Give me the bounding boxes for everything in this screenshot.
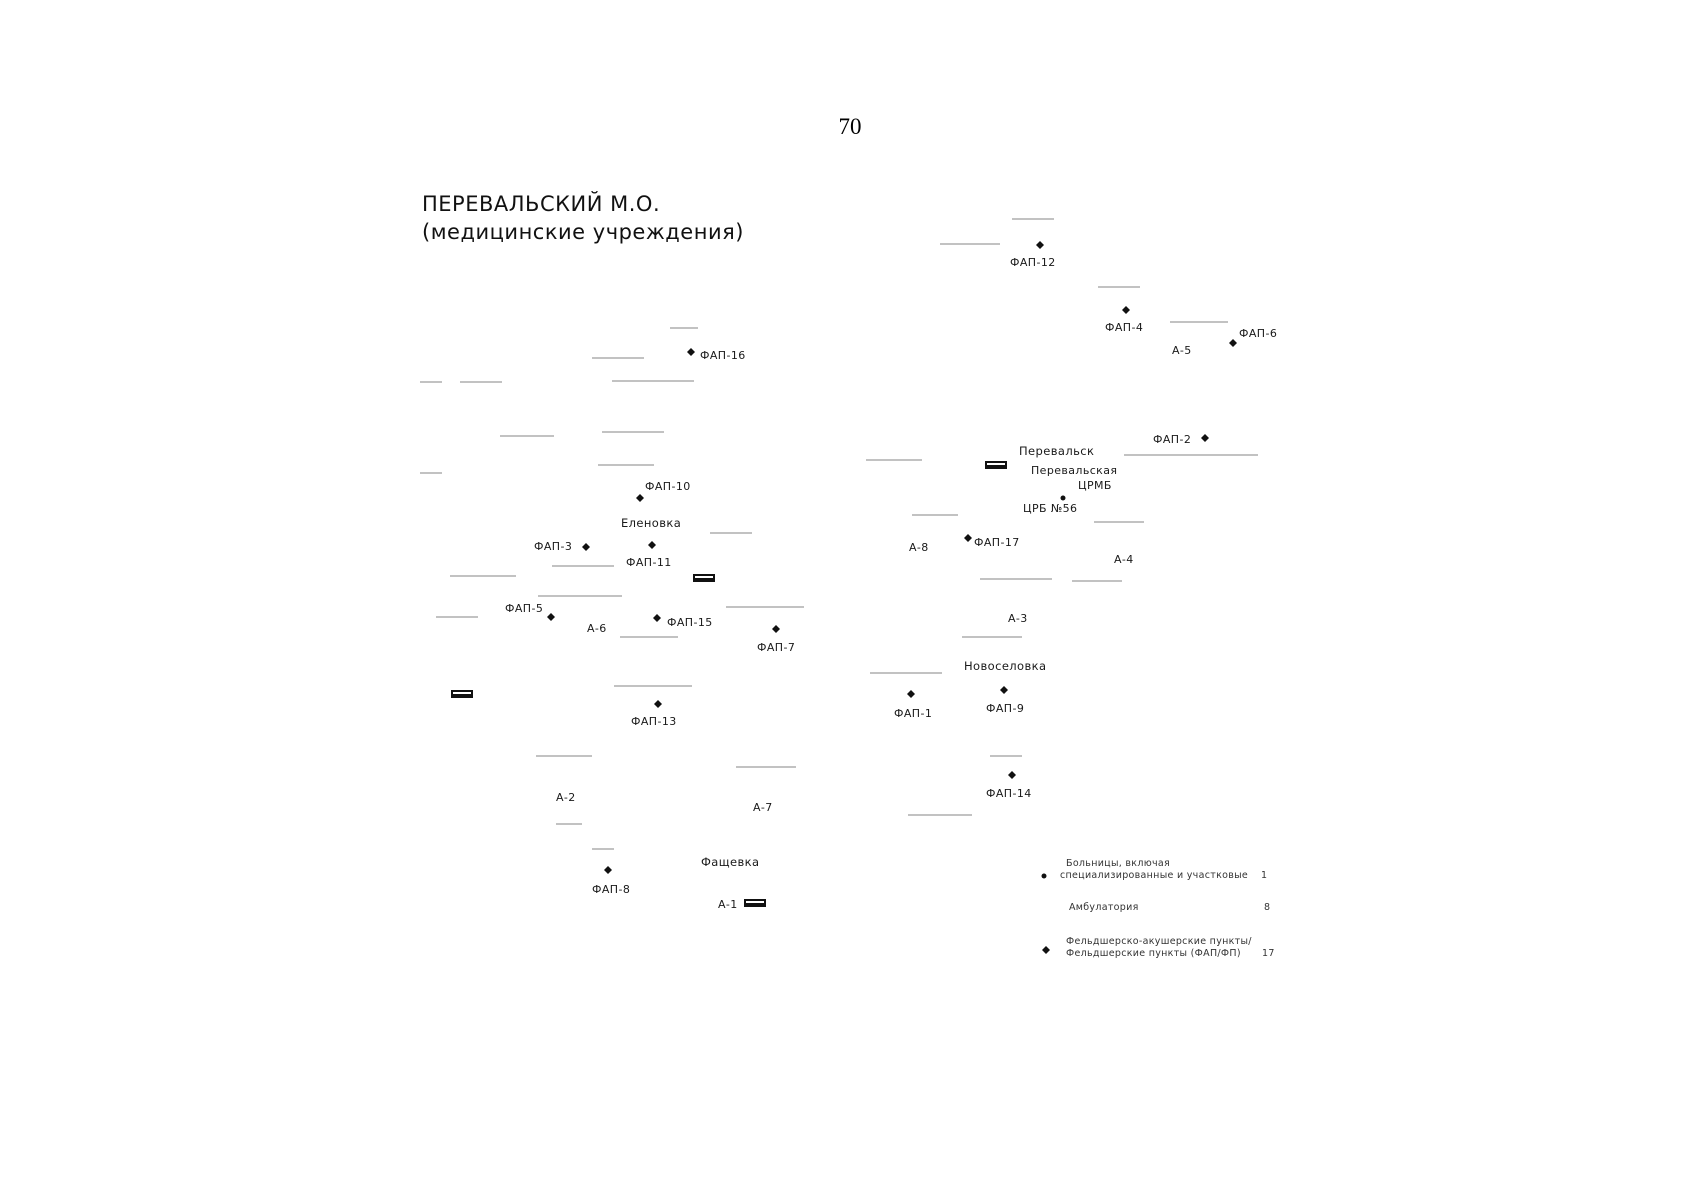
ambulatory-marker bbox=[695, 576, 713, 578]
faint-settlements-layer bbox=[420, 218, 1258, 850]
fap-marker bbox=[1122, 306, 1130, 314]
page-number: 70 bbox=[838, 114, 862, 139]
label-a-1: А-1 bbox=[718, 898, 738, 911]
legend-fap-count: 17 bbox=[1262, 948, 1275, 959]
fap-marker bbox=[636, 494, 644, 502]
ambulatory-marker bbox=[746, 901, 764, 903]
fap-labels bbox=[505, 256, 1277, 896]
label-crb56: ЦРБ №56 bbox=[1023, 502, 1078, 515]
fap-marker bbox=[654, 700, 662, 708]
fap-marker bbox=[547, 613, 555, 621]
label-town-novoselovka: Новоселовка bbox=[964, 659, 1047, 673]
label-town-perevalsk: Перевальск bbox=[1019, 444, 1095, 458]
legend-fap-icon bbox=[1042, 946, 1050, 954]
label-fap-16: ФАП-16 bbox=[700, 349, 746, 362]
label-a-6: А-6 bbox=[587, 622, 607, 635]
label-fap-10: ФАП-10 bbox=[645, 480, 691, 493]
legend-hospital-line1: Больницы, включая bbox=[1066, 858, 1171, 869]
label-fap-3: ФАП-3 bbox=[534, 540, 573, 553]
label-a-7: А-7 bbox=[753, 801, 773, 814]
legend-hospital-icon bbox=[1042, 874, 1047, 879]
fap-marker bbox=[964, 534, 972, 542]
label-fap-6: ФАП-6 bbox=[1239, 327, 1278, 340]
fap-marker bbox=[687, 348, 695, 356]
label-fap-13: ФАП-13 bbox=[631, 715, 677, 728]
fap-marker bbox=[1008, 771, 1016, 779]
label-fap-11: ФАП-11 bbox=[626, 556, 672, 569]
ambulatory-marker bbox=[987, 463, 1005, 465]
ambulatory-markers bbox=[451, 461, 1007, 907]
label-a-3: А-3 bbox=[1008, 612, 1028, 625]
label-town-fashchevka: Фащевка bbox=[701, 855, 760, 869]
label-fap-12: ФАП-12 bbox=[1010, 256, 1056, 269]
hospital-marker bbox=[1061, 496, 1066, 501]
label-fap-8: ФАП-8 bbox=[592, 883, 631, 896]
label-fap-17: ФАП-17 bbox=[974, 536, 1020, 549]
label-fap-2: ФАП-2 bbox=[1153, 433, 1192, 446]
label-crb-line2: ЦРМБ bbox=[1078, 479, 1112, 492]
legend-hospital-count: 1 bbox=[1261, 870, 1268, 881]
label-fap-7: ФАП-7 bbox=[757, 641, 796, 654]
fap-marker bbox=[1000, 686, 1008, 694]
fap-marker bbox=[648, 541, 656, 549]
legend-fap-line1: Фельдшерско-акушерские пункты/ bbox=[1066, 936, 1252, 947]
fap-marker bbox=[1036, 241, 1044, 249]
legend-ambulatory-label: Амбулатория bbox=[1069, 902, 1139, 913]
label-fap-5: ФАП-5 bbox=[505, 602, 544, 615]
label-crb-line1: Перевальская bbox=[1031, 464, 1118, 477]
label-a-5: А-5 bbox=[1172, 344, 1192, 357]
ambulatory-labels bbox=[556, 344, 1192, 911]
label-town-yelenovka: Еленовка bbox=[621, 516, 682, 530]
fap-marker bbox=[772, 625, 780, 633]
map-title-line1: ПЕРЕВАЛЬСКИЙ М.О. bbox=[422, 192, 661, 216]
label-fap-1: ФАП-1 bbox=[894, 707, 933, 720]
label-a-8: А-8 bbox=[909, 541, 929, 554]
fap-marker bbox=[604, 866, 612, 874]
label-fap-14: ФАП-14 bbox=[986, 787, 1032, 800]
fap-marker bbox=[653, 614, 661, 622]
fap-marker bbox=[1229, 339, 1237, 347]
label-fap-15: ФАП-15 bbox=[667, 616, 713, 629]
label-a-4: А-4 bbox=[1114, 553, 1134, 566]
map-title-line2: (медицинские учреждения) bbox=[422, 220, 744, 244]
label-fap-9: ФАП-9 bbox=[986, 702, 1025, 715]
label-a-2: А-2 bbox=[556, 791, 576, 804]
fap-marker bbox=[907, 690, 915, 698]
legend-ambulatory-count: 8 bbox=[1264, 902, 1271, 913]
hospital-labels bbox=[1023, 464, 1117, 515]
map-legend bbox=[1042, 858, 1275, 959]
label-fap-4: ФАП-4 bbox=[1105, 321, 1144, 334]
legend-fap-line2: Фельдшерские пункты (ФАП/ФП) bbox=[1066, 948, 1241, 959]
fap-marker bbox=[1201, 434, 1209, 442]
legend-hospital-line2: специализированные и участковые bbox=[1060, 870, 1249, 881]
ambulatory-marker bbox=[453, 692, 471, 694]
fap-marker bbox=[582, 543, 590, 551]
